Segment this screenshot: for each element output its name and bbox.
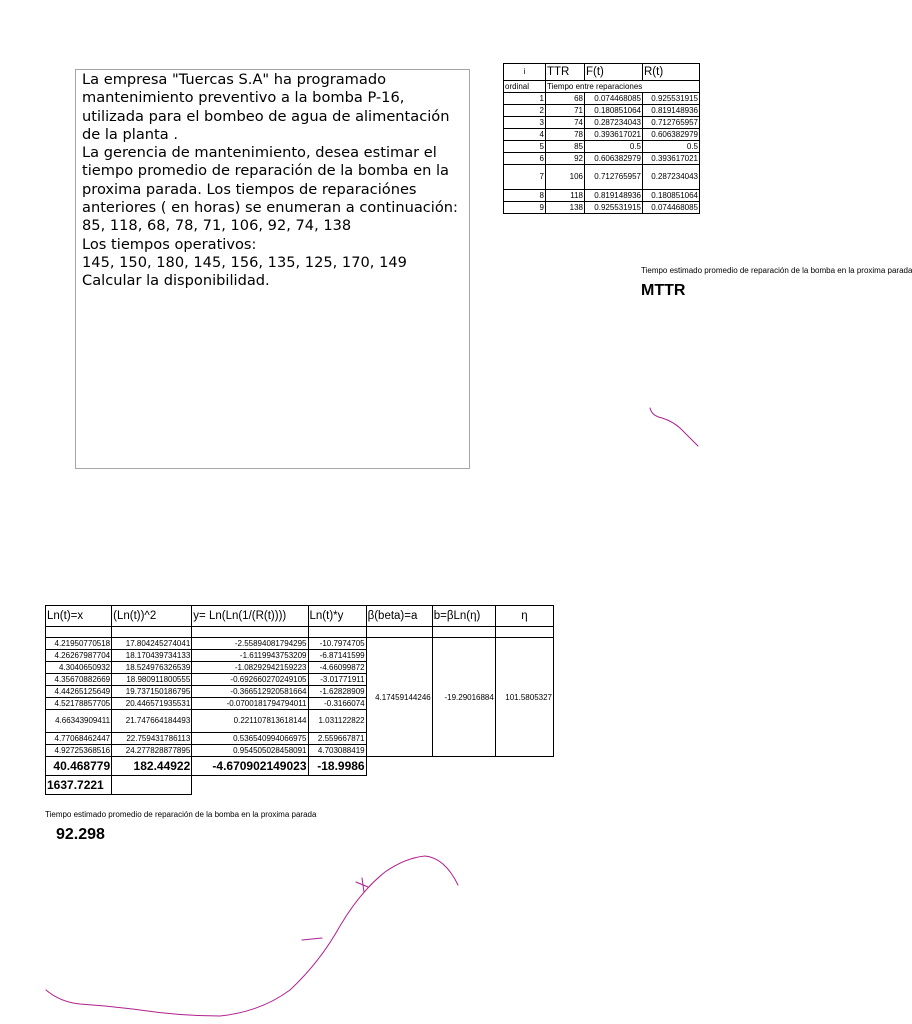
header-eta: η (495, 606, 553, 627)
header-lnt-sq: (Ln(t))^2 (112, 606, 192, 627)
empty-cell (308, 627, 366, 638)
table-row (504, 165, 700, 190)
table-row (504, 93, 700, 105)
y-cell: -2.55894081794295 (192, 638, 308, 650)
header-y: y= Ln(Ln(1/(R(t)))) (192, 606, 308, 627)
empty-cell (432, 627, 495, 638)
header-ttr: TTR (546, 64, 585, 81)
lnt-cell: 4.66343909411 (46, 710, 112, 733)
problem-line: proxima parada. Los tiempos de reparaciónes (82, 180, 417, 198)
ink-stroke (650, 408, 698, 446)
lnt-cell: 4.52178857705 (46, 698, 112, 710)
tiempo-estimado-label: Tiempo estimado promedio de reparación de la bomba en la proxima parada (641, 266, 912, 275)
regression-table (45, 605, 554, 795)
lnt-cell: 4.92725368516 (46, 745, 112, 757)
rt-cell: 0.074468085 (643, 202, 700, 214)
lnt-cell: 4.44265125649 (46, 686, 112, 698)
mttr-result: 92.298 (56, 826, 105, 843)
problem-line: mantenimiento preventivo a la bomba P-16, (82, 89, 405, 107)
problem-line: tiempo promedio de reparación de la bomba en la (82, 162, 449, 180)
ft-cell: 0.606382979 (585, 153, 643, 165)
ft-cell: 0.393617021 (585, 129, 643, 141)
y-cell: 0.954505028458091 (192, 745, 308, 757)
lnt-y-cell: -1.62828909 (308, 686, 366, 698)
header-ft: F(t) (585, 64, 643, 81)
problem-line: anteriores ( en horas) se enumeran a continuación: (82, 199, 458, 217)
ttr-cell: 92 (546, 153, 585, 165)
rt-cell: 0.180851064 (643, 190, 700, 202)
header-i: i (504, 64, 546, 81)
ttr-cell: 118 (546, 190, 585, 202)
problem-line: 145, 150, 180, 145, 156, 135, 125, 170, 149 (82, 253, 407, 271)
ink-stroke (302, 938, 322, 940)
problem-line: Calcular la disponibilidad. (82, 272, 270, 290)
y-cell: -0.366512920581664 (192, 686, 308, 698)
y-cell: -0.0700181794794011 (192, 698, 308, 710)
ordinal-cell: 6 (504, 153, 546, 165)
lnt-y-cell: -6.87141599 (308, 650, 366, 662)
beta-value: 4.17459144246 (366, 638, 432, 757)
ft-cell: 0.712765957 (585, 165, 643, 190)
total-x2: 182.44922 (112, 757, 192, 776)
total-x: 40.468779 (46, 757, 112, 776)
lnt-y-cell: 4.703088419 (308, 745, 366, 757)
rt-cell: 0.606382979 (643, 129, 700, 141)
lnt-cell: 4.3040650932 (46, 662, 112, 674)
rt-cell: 0.287234043 (643, 165, 700, 190)
rt-cell: 0.393617021 (643, 153, 700, 165)
mttr-label: MTTR (641, 282, 686, 299)
ttr-cell: 106 (546, 165, 585, 190)
header-lnt-y: Ln(t)*y (308, 606, 366, 627)
y-cell: -1.08292942159223 (192, 662, 308, 674)
ordinal-cell: 9 (504, 202, 546, 214)
lnt-cell: 4.21950770518 (46, 638, 112, 650)
table-row (504, 141, 700, 153)
y-cell: 0.221107813618144 (192, 710, 308, 733)
lnt-sq-cell: 19.737150186795 (112, 686, 192, 698)
lnt-sq-cell: 18.980911800555 (112, 674, 192, 686)
ordinal-cell: 1 (504, 93, 546, 105)
header-b: b=βLn(η) (432, 606, 495, 627)
ft-cell: 0.819148936 (585, 190, 643, 202)
extra-value: 1637.7221 (46, 776, 112, 795)
y-cell: -1.6119943753209 (192, 650, 308, 662)
rt-cell: 0.5 (643, 141, 700, 153)
ft-cell: 0.287234043 (585, 117, 643, 129)
ink-stroke (356, 878, 368, 892)
ft-cell: 0.180851064 (585, 105, 643, 117)
lnt-cell: 4.26267987704 (46, 650, 112, 662)
ink-stroke (46, 856, 458, 1016)
ordinal-cell: 2 (504, 105, 546, 117)
ttr-table (503, 63, 700, 214)
subheader-tiempo: Tiempo entre reparaciones (546, 81, 700, 93)
rt-cell: 0.712765957 (643, 117, 700, 129)
header-lnt: Ln(t)=x (46, 606, 112, 627)
ordinal-cell: 4 (504, 129, 546, 141)
ttr-cell: 71 (546, 105, 585, 117)
problem-statement-box (75, 69, 470, 469)
lnt-y-cell: -10.7974705 (308, 638, 366, 650)
lnt-y-cell: 1.031122822 (308, 710, 366, 733)
ttr-cell: 74 (546, 117, 585, 129)
ordinal-cell: 7 (504, 165, 546, 190)
lnt-y-cell: -4.66099872 (308, 662, 366, 674)
lnt-sq-cell: 18.170439734133 (112, 650, 192, 662)
eta-value: 101.5805327 (495, 638, 553, 757)
empty-cell (192, 627, 308, 638)
rt-cell: 0.819148936 (643, 105, 700, 117)
rt-cell: 0.925531915 (643, 93, 700, 105)
lnt-sq-cell: 17.804245274041 (112, 638, 192, 650)
problem-line: utilizada para el bombeo de agua de alimentación (82, 107, 450, 125)
empty-cell (46, 627, 112, 638)
ordinal-cell: 8 (504, 190, 546, 202)
header-rt: R(t) (643, 64, 700, 81)
lnt-sq-cell: 21.747664184493 (112, 710, 192, 733)
table-row (504, 105, 700, 117)
lnt-y-cell: 2.559667871 (308, 733, 366, 745)
table-row (504, 153, 700, 165)
table-row (504, 202, 700, 214)
lnt-cell: 4.35670882669 (46, 674, 112, 686)
problem-line: de la planta . (82, 125, 178, 143)
table-row (504, 190, 700, 202)
problem-line: La gerencia de mantenimiento, desea estimar el (82, 144, 437, 162)
ttr-cell: 85 (546, 141, 585, 153)
total-xy: -18.9986 (308, 757, 366, 776)
ft-cell: 0.925531915 (585, 202, 643, 214)
empty-cell (366, 627, 432, 638)
subheader-ordinal: ordinal (504, 81, 546, 93)
empty-cell (112, 627, 192, 638)
problem-line: Los tiempos operativos: (82, 235, 257, 253)
table-row (504, 117, 700, 129)
lnt-y-cell: -0.3166074 (308, 698, 366, 710)
ft-cell: 0.074468085 (585, 93, 643, 105)
lnt-sq-cell: 20.446571935531 (112, 698, 192, 710)
y-cell: 0.536540994066975 (192, 733, 308, 745)
empty-cell (495, 627, 553, 638)
problem-line: La empresa "Tuercas S.A" ha programado (82, 71, 387, 88)
table-row (504, 129, 700, 141)
b-value: -19.29016884 (432, 638, 495, 757)
y-cell: -0.692660270249105 (192, 674, 308, 686)
empty-cell (112, 776, 192, 795)
ttr-cell: 68 (546, 93, 585, 105)
caption-tiempo-estimado: Tiempo estimado promedio de reparación de la bomba en la proxima parada (45, 810, 317, 819)
ttr-cell: 78 (546, 129, 585, 141)
ordinal-cell: 5 (504, 141, 546, 153)
lnt-sq-cell: 22.759431786113 (112, 733, 192, 745)
lnt-cell: 4.77068462447 (46, 733, 112, 745)
problem-line: 85, 118, 68, 78, 71, 106, 92, 74, 138 (82, 217, 352, 235)
total-y: -4.670902149023 (192, 757, 308, 776)
lnt-sq-cell: 24.277828877895 (112, 745, 192, 757)
header-beta: β(beta)=a (366, 606, 432, 627)
lnt-sq-cell: 18.524976326539 (112, 662, 192, 674)
ttr-cell: 138 (546, 202, 585, 214)
ft-cell: 0.5 (585, 141, 643, 153)
table-row (46, 638, 554, 650)
lnt-y-cell: -3.01771911 (308, 674, 366, 686)
ordinal-cell: 3 (504, 117, 546, 129)
